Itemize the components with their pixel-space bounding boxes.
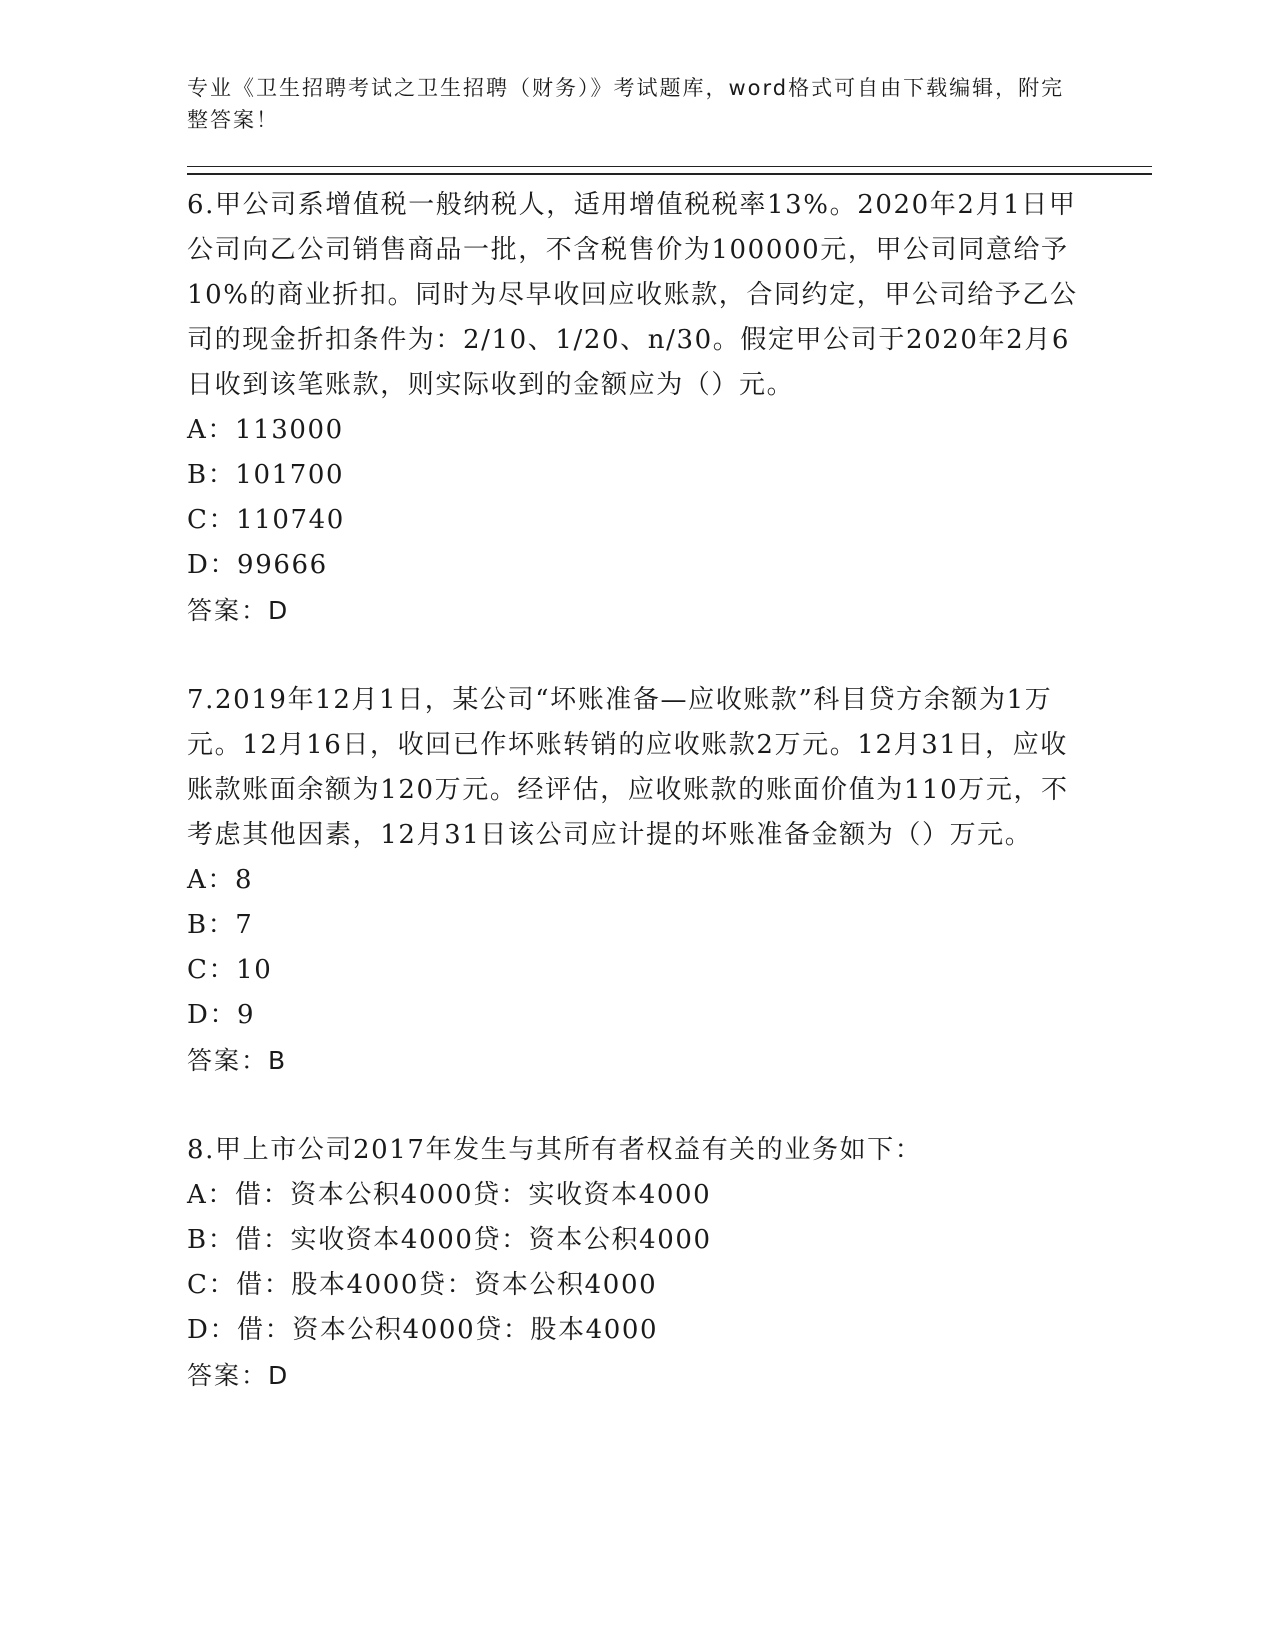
option-d: D：借：资本公积4000贷：股本4000 <box>187 1315 659 1345</box>
document-header: 专业《卫生招聘考试之卫生招聘（财务）》考试题库，word格式可自由下载编辑，附完整答案！ <box>187 76 1065 132</box>
document-page <box>187 72 1152 1398</box>
question-stem: 7.2019年12月1日，某公司“坏账准备—应收账款”科目贷方余额为1万元。12月16日，收回已作坏账转销的应收账款2万元。12月31日，应收账款账面余额为120万元。经评估，应收账款的账面价值为110万元，不考虑其他因素，12月31日该公司应计提的坏账准备金额为（）万元。 <box>187 685 1069 850</box>
question-stem: 6.甲公司系增值税一般纳税人，适用增值税税率13%。2020年2月1日甲公司向乙公司销售商品一批，不含税售价为100000元，甲公司同意给予10%的商业折扣。同时为尽早收回应收账款，合同约定，甲公司给予乙公司的现金折扣条件为：2/10、1/20、n/30。假定甲公司于2020年2月6日收到该笔账款，则实际收到的金额应为（）元。 <box>187 190 1078 400</box>
question-6 <box>187 183 1152 633</box>
question-7 <box>187 678 1152 1083</box>
option-c: C：110740 <box>187 505 345 535</box>
option-a: A：借：资本公积4000贷：实收资本4000 <box>187 1180 712 1210</box>
answer-line: 答案：D <box>187 1361 290 1390</box>
option-b: B：7 <box>187 910 254 940</box>
option-b: B：借：实收资本4000贷：资本公积4000 <box>187 1225 712 1255</box>
option-d: D：9 <box>187 1000 256 1030</box>
question-8 <box>187 1128 1152 1398</box>
answer-line: 答案：D <box>187 596 290 625</box>
header-divider <box>187 166 1152 175</box>
option-b: B：101700 <box>187 460 345 490</box>
answer-line: 答案：B <box>187 1046 288 1075</box>
option-c: C：10 <box>187 955 273 985</box>
option-d: D：99666 <box>187 550 328 580</box>
option-c: C：借：股本4000贷：资本公积4000 <box>187 1270 658 1300</box>
option-a: A：8 <box>187 865 254 895</box>
option-a: A：113000 <box>187 415 344 445</box>
question-stem: 8.甲上市公司2017年发生与其所有者权益有关的业务如下： <box>187 1135 923 1165</box>
